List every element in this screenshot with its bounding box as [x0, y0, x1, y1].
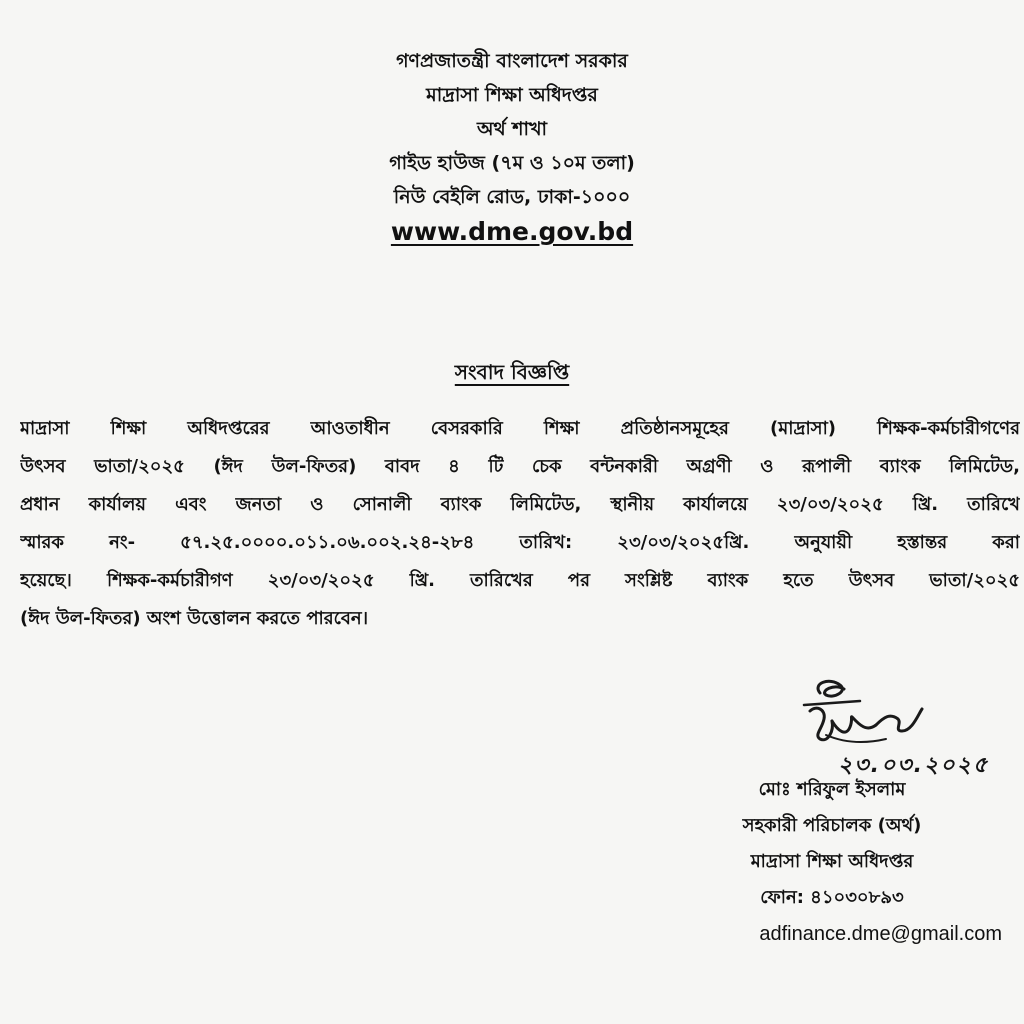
branch-name: অর্থ শাখা — [476, 118, 548, 140]
office-address: নিউ বেইলি রোড, ঢাকা-১০০০ — [393, 186, 631, 208]
signature-date: ২৩.০৩.২০২৫ — [838, 753, 990, 778]
notice-line: (ঈদ উল-ফিতর) অংশ উত্তোলন করতে পারবেন। — [20, 608, 369, 629]
notice-line: স্মারক নং- ৫৭.২৫.০০০০.০১১.০৬.০০২.২৪-২৮৪ তারিখ: ২৩/০৩/২০২৫খ্রি. অনুযায়ী হস্তান্তর করা — [20, 532, 1020, 553]
notice-line: প্রধান কার্যালয় এবং জনতা ও সোনালী ব্যাংক লিমিটেড, স্থানীয় কার্যালয়ে ২৩/০৩/২০২৫ খ্রি. তারিখে — [20, 494, 1020, 515]
notice-line: উৎসব ভাতা/২০২৫ (ঈদ উল-ফিতর) বাবদ ৪ টি চেক বন্টনকারী অগ্রণী ও রূপালী ব্যাংক লিমিটেড, — [20, 456, 1020, 477]
signatory-office: মাদ্রাসা শিক্ষা অধিদপ্তর — [750, 851, 914, 872]
notice-title-text: সংবাদ বিজ্ঞপ্তি — [454, 360, 570, 384]
directorate-name: মাদ্রাসা শিক্ষা অধিদপ্তর — [426, 84, 598, 106]
notice-body — [20, 410, 1020, 638]
notice-title — [0, 358, 1024, 391]
notice-line: হয়েছে। শিক্ষক-কর্মচারীগণ ২৩/০৩/২০২৫ খ্রি. তারিখের পর সংশ্লিষ্ট ব্যাংক হতে উৎসব ভাতা/২০২৫ — [20, 570, 1020, 591]
building-name: গাইড হাউজ (৭ম ও ১০ম তলা) — [389, 152, 635, 174]
signatory-phone: ফোন: ৪১০৩০৮৯৩ — [760, 887, 904, 908]
signatory-block — [642, 772, 1002, 952]
handwritten-signature — [790, 675, 960, 755]
letterhead — [262, 44, 762, 250]
notice-line: মাদ্রাসা শিক্ষা অধিদপ্তরের আওতাধীন বেসরকারি শিক্ষা প্রতিষ্ঠানসমূহের (মাদ্রাসা) শিক্ষক-কর্মচারীগণের — [20, 418, 1020, 439]
signatory-designation: সহকারী পরিচালক (অর্থ) — [742, 815, 922, 836]
signatory-name: মোঃ শরিফুল ইসলাম — [758, 779, 906, 800]
signatory-email[interactable]: adfinance.dme@gmail.com — [759, 923, 1002, 945]
website-link[interactable]: www.dme.gov.bd — [390, 217, 634, 246]
government-name: গণপ্রজাতন্ত্রী বাংলাদেশ সরকার — [396, 50, 628, 72]
